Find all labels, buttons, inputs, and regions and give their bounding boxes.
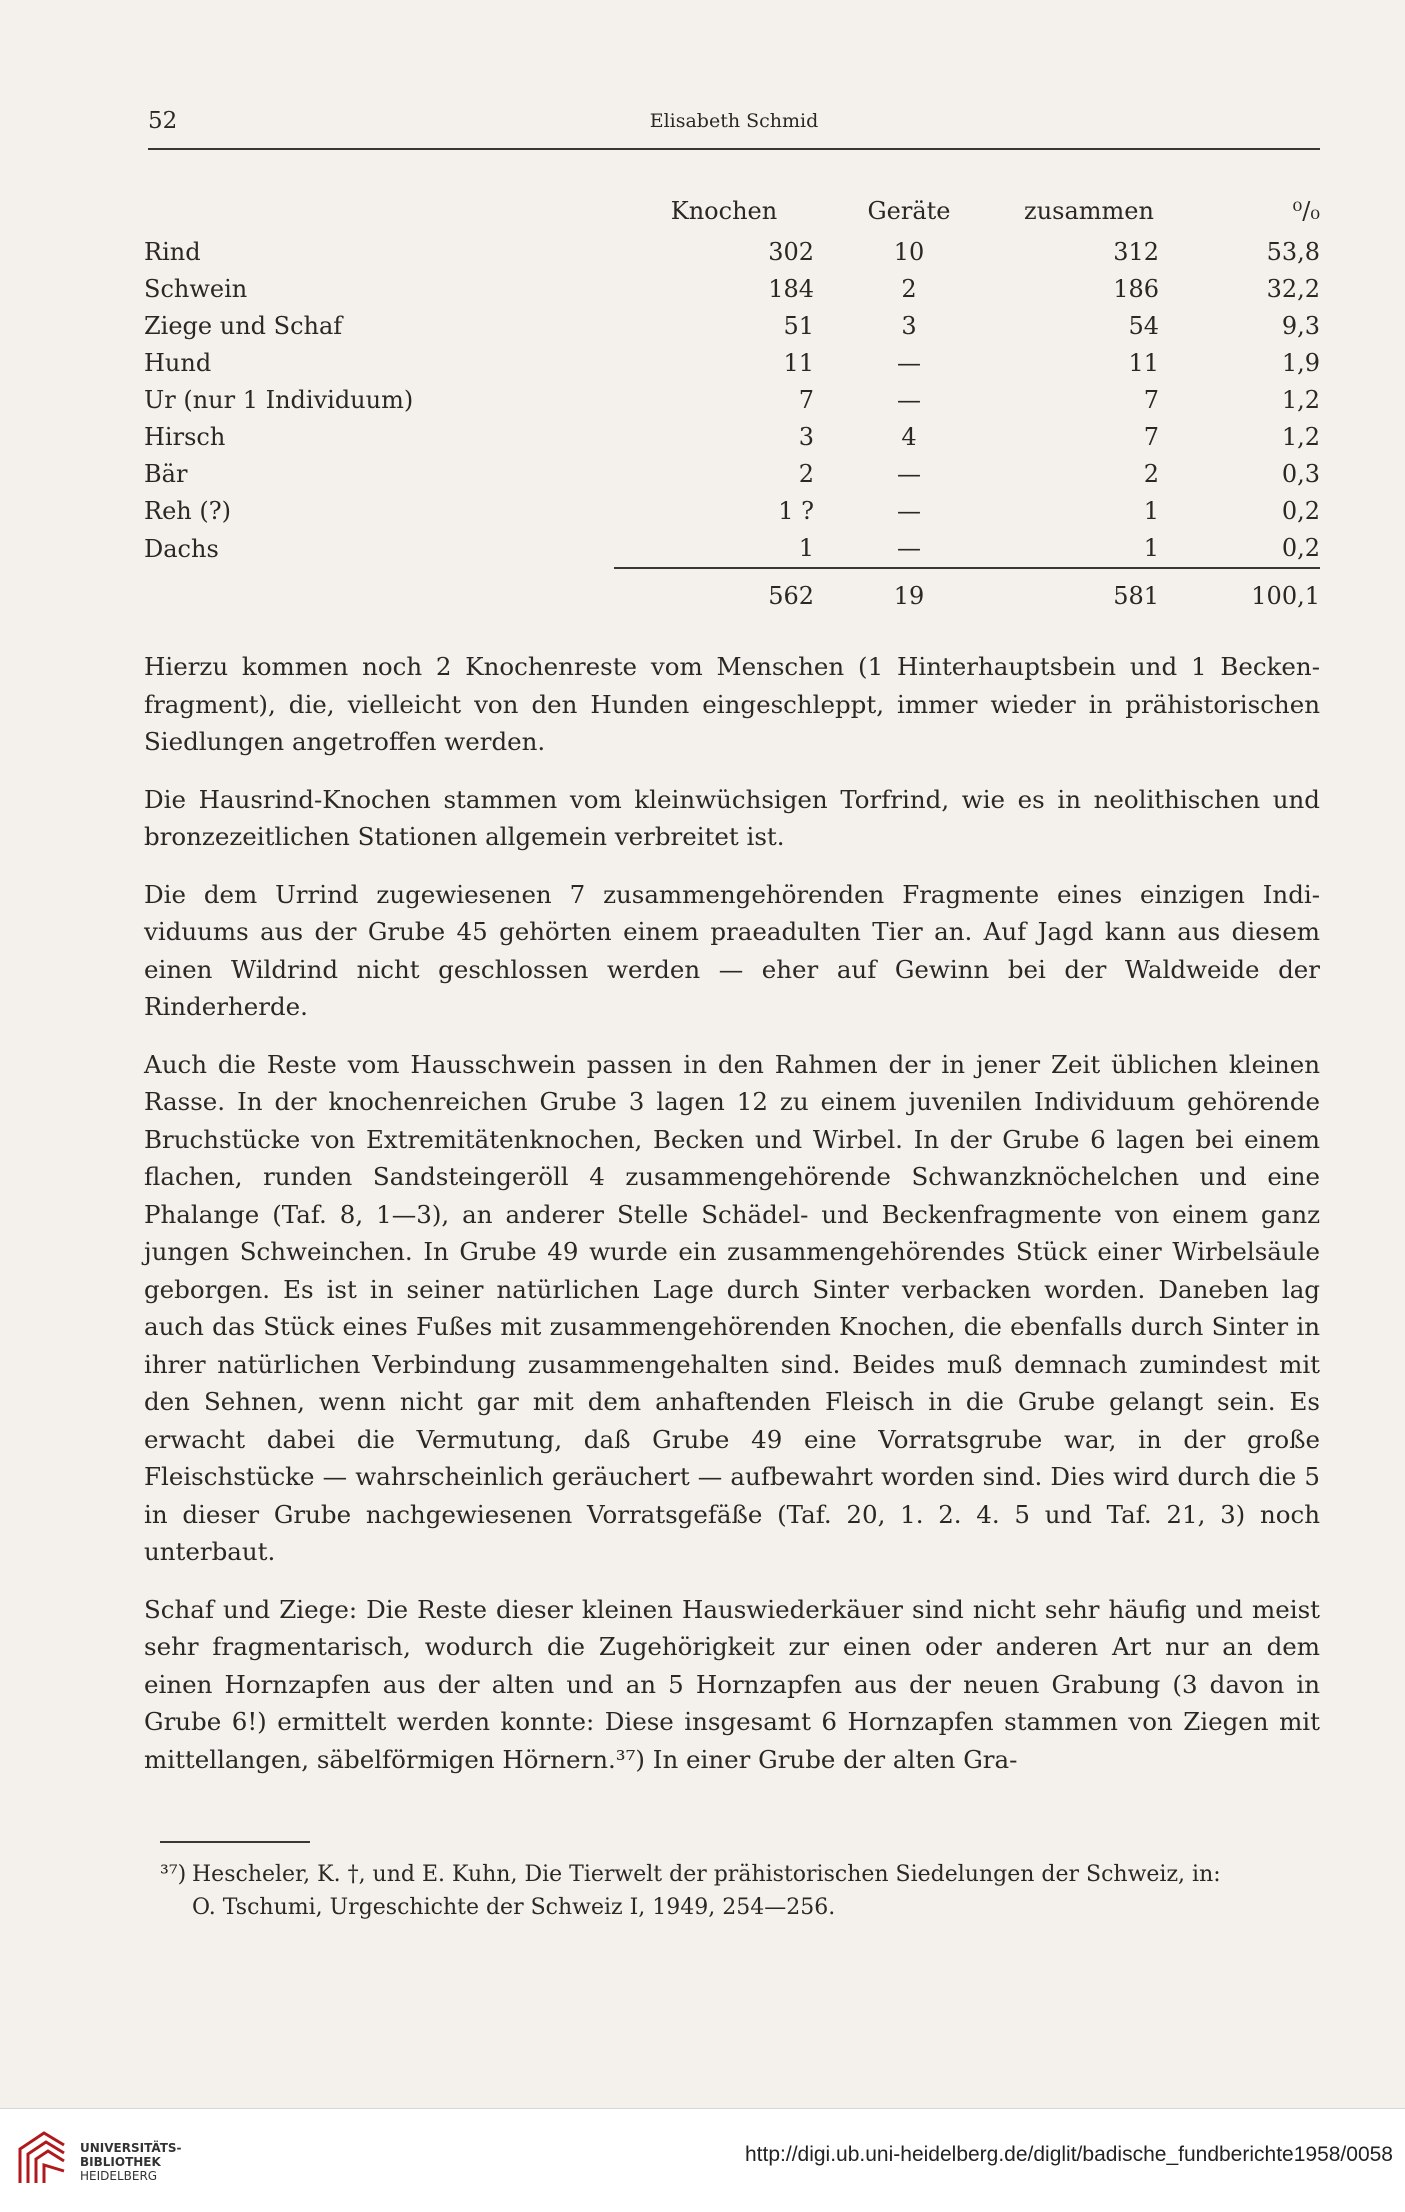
geraete-cell: 10	[893, 238, 925, 266]
fauna-table	[144, 188, 1320, 623]
animal-name: Schwein	[144, 275, 248, 303]
animal-name: Dachs	[144, 534, 219, 563]
geraete-cell: —	[897, 386, 921, 414]
knochen-cell	[614, 382, 834, 419]
knochen-cell	[614, 493, 834, 530]
page-number: 52	[148, 108, 178, 134]
percent-cell: 53,8	[1266, 238, 1320, 266]
zusammen-cell-value: 2	[1143, 460, 1159, 488]
percent-cell: 9,3	[1281, 312, 1320, 340]
percent-cell: 0,2	[1281, 497, 1320, 525]
knochen-cell-value: 302	[768, 238, 814, 266]
geraete-cell: —	[897, 349, 921, 377]
geraete-cell: 3	[901, 312, 917, 340]
zusammen-cell-value: 1	[1143, 534, 1159, 562]
footnote-mark: ³⁷)	[160, 1862, 187, 1887]
zusammen-cell-value: 312	[1113, 238, 1159, 266]
zusammen-cell	[984, 530, 1194, 568]
header-knochen: Knochen	[670, 196, 778, 225]
geraete-cell: 4	[901, 423, 917, 451]
knochen-cell	[614, 271, 834, 308]
table-row	[144, 419, 1320, 456]
knochen-cell	[614, 456, 834, 493]
paragraph: Auch die Reste vom Hausschwein passen in den Rahmen der in jener Zeit üblichen kleinen Rasse. In der knochenreichen Grube 3 lagen 12 zu einem juvenilen Individuum gehörende Bruchstücke von Extremitätenknochen, Becken und Wirbel. In der Grube 6 lagen bei einem flachen, runden Sandsteingeröll 4 zusammengehörende Schwanzknöchelchen und eine Phalange (Taf. 8, 1—3), an anderer Stelle Schädel- und Beckenfragmente von einem ganz jungen Schweinchen. In Grube 49 wurde ein zusammengehörendes Stück einer Wirbelsäule geborgen. Es ist in seiner natürlichen Lage durch Sinter verbacken worden. Daneben lag auch das Stück eines Fußes mit zusammengehörenden Knochen, die ebenfalls durch Sinter in ihrer natürlichen Verbindung zusammengehalten sind. Beides muß demnach zumindest mit den Sehnen, wenn nicht gar mit dem anhaftenden Fleisch in die Grube gelangt sein. Es erwacht dabei die Vermutung, daß Grube 49 eine Vorratsgrube war, in der große Fleischstücke — wahrscheinlich geräuchert — aufbewahrt worden sind. Dies wird durch die 5 in dieser Grube nachgewiesenen Vorratsgefäße (Taf. 20, 1. 2. 4. 5 und Taf. 21, 3) noch unterbaut.	[144, 1049, 1320, 1566]
geraete-cell: 2	[901, 275, 917, 303]
total-label	[144, 568, 614, 623]
body-text	[144, 648, 1320, 1778]
library-name-line: HEIDELBERG	[80, 2169, 158, 2183]
total-zusammen	[984, 568, 1194, 623]
geraete-cell: —	[897, 534, 921, 562]
knochen-cell	[614, 234, 834, 271]
knochen-cell	[614, 419, 834, 456]
percent-cell: 32,2	[1266, 275, 1320, 303]
library-logo-icon	[14, 2127, 70, 2189]
header-zusammen: zusammen	[1024, 196, 1154, 225]
table-total-row	[144, 568, 1320, 623]
table-row	[144, 345, 1320, 382]
table-row	[144, 493, 1320, 530]
table-row	[144, 234, 1320, 271]
animal-name: Reh (?)	[144, 497, 231, 525]
zusammen-cell	[984, 493, 1194, 530]
knochen-cell	[614, 308, 834, 345]
zusammen-cell	[984, 234, 1194, 271]
library-name-line: BIBLIOTHEK	[80, 2155, 161, 2169]
zusammen-cell-value: 11	[1128, 349, 1159, 377]
animal-name: Ur (nur 1 Individuum)	[144, 386, 414, 414]
knochen-cell	[614, 530, 834, 568]
library-name	[80, 2141, 182, 2183]
geraete-cell: —	[897, 460, 921, 488]
table-row	[144, 530, 1320, 568]
knochen-cell-value: 2	[798, 460, 814, 488]
header-empty	[144, 188, 614, 234]
knochen-cell	[614, 345, 834, 382]
zusammen-cell-value: 54	[1128, 312, 1159, 340]
paragraph: Schaf und Ziege: Die Reste dieser kleinen Hauswiederkäuer sind nicht sehr häufig und meist sehr fragmentarisch, wodurch die Zugehörigkeit zur einen oder anderen Art nur an dem einen Hornzapfen aus der alten und an 5 Hornzapfen aus der neuen Grabung (3 davon in Grube 6!) ermittelt werden konnte: Diese insgesamt 6 Hornzapfen stammen von Ziegen mit mittellangen, säbelförmigen Hörnern.³⁷) In einer Grube der alten Gra-	[144, 1594, 1320, 1774]
knochen-cell-value: 51	[783, 312, 814, 340]
knochen-cell-value: 11	[783, 349, 814, 377]
running-head	[148, 104, 1320, 150]
percent-cell: 0,2	[1281, 534, 1320, 562]
percent-cell: 1,9	[1281, 349, 1320, 377]
footnote-rule	[160, 1841, 310, 1843]
percent-cell: 1,2	[1281, 423, 1320, 451]
knochen-cell-value: 1 ?	[778, 497, 814, 525]
zusammen-cell	[984, 419, 1194, 456]
total-knochen-value: 562	[768, 582, 814, 610]
total-zusammen-value: 581	[1113, 582, 1159, 610]
total-knochen	[614, 568, 834, 623]
zusammen-cell	[984, 345, 1194, 382]
total-geraete: 19	[834, 568, 984, 623]
zusammen-cell-value: 1	[1143, 497, 1159, 525]
percent-cell: 1,2	[1281, 386, 1320, 414]
zusammen-cell-value: 186	[1113, 275, 1159, 303]
header-percent: ⁰/₀	[1292, 196, 1320, 225]
zusammen-cell	[984, 271, 1194, 308]
table-row	[144, 382, 1320, 419]
table-row	[144, 271, 1320, 308]
knochen-cell-value: 1	[798, 534, 814, 562]
total-percent: 100,1	[1194, 568, 1320, 623]
footnote-line	[160, 1858, 1310, 1891]
paragraph: Die dem Urrind zugewiesenen 7 zusammengehörenden Fragmente eines einzigen Individuums aus der Grube 45 gehörten einem praeadulten Tier an. Auf Jagd kann aus diesem einen Wildrind nicht geschlossen werden — eher auf Gewinn bei der Waldweide der Rinderherde.	[144, 879, 1320, 1021]
zusammen-cell-value: 7	[1143, 386, 1159, 414]
table-row	[144, 456, 1320, 493]
table-header-row	[144, 188, 1320, 234]
footer-bar	[0, 2108, 1405, 2212]
animal-name: Ziege und Schaf	[144, 312, 343, 340]
zusammen-cell	[984, 382, 1194, 419]
zusammen-cell	[984, 308, 1194, 345]
animal-name: Bär	[144, 460, 188, 488]
footnote-text: Hescheler, K. †, und E. Kuhn, Die Tierwelt der prähistorischen Siedelungen der Schweiz, in:	[192, 1862, 1221, 1887]
paragraph: Hierzu kommen noch 2 Knochenreste vom Menschen (1 Hinterhauptsbein und 1 Beckenfragment), die, vielleicht von den Hunden eingeschleppt, immer wieder in prähistorischen Siedlungen angetroffen werden.	[144, 652, 1320, 756]
animal-name: Rind	[144, 238, 201, 266]
percent-cell: 0,3	[1281, 460, 1320, 488]
knochen-cell-value: 7	[798, 386, 814, 414]
zusammen-cell-value: 7	[1143, 423, 1159, 451]
animal-name: Hirsch	[144, 423, 226, 451]
geraete-cell: —	[897, 497, 921, 525]
footnote	[160, 1858, 1310, 1924]
knochen-cell-value: 3	[798, 423, 814, 451]
footnote-line-2: O. Tschumi, Urgeschichte der Schweiz I, 1949, 254—256.	[192, 1895, 836, 1920]
paragraph: Die Hausrind-Knochen stammen vom kleinwüchsigen Torfrind, wie es in neolithischen und bronzezeitlichen Stationen allgemein verbreitet ist.	[144, 784, 1320, 851]
header-geraete: Geräte	[867, 196, 951, 225]
knochen-cell-value: 184	[768, 275, 814, 303]
animal-name: Hund	[144, 349, 212, 377]
source-url-link[interactable]: http://digi.ub.uni-heidelberg.de/diglit/badische_fundberichte1958/0058	[745, 2143, 1393, 2166]
table-row	[144, 308, 1320, 345]
running-head-author: Elisabeth Schmid	[649, 110, 819, 132]
library-name-line: UNIVERSITÄTS-	[80, 2141, 182, 2155]
zusammen-cell	[984, 456, 1194, 493]
